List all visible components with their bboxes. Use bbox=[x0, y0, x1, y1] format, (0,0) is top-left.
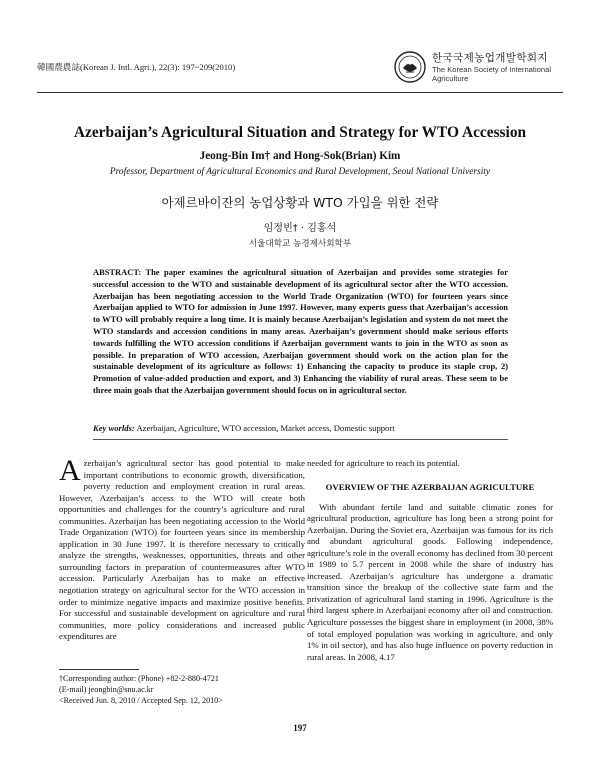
intro-text: zerbaijan’s agricultural sector has good potential to make important contributions to economic growth, diversification, poverty reduction and employment creation in rural areas. However, Azerbaijan’s access to the WTO will create both opportunities and challenges for the country’s agriculture and rural communities. Azerbaijan has been negotiating accession to the World Trade Organization (WTO) for fourteen years since its membership application in 30 June 1997. It is therefore necessary to critically analyze the strengths, weaknesses, opportunities, threats and other surrounding factors in preparation of countermeasures after WTO accession. Particularly Azerbaijan has to make an effective negotiation strategy on agricultural sector for the WTO accession in order to minimize negative impacts and maximize positive benefits. For successful and sustainable development on agriculture and rural communities, more policy considerations and increased public expenditures are bbox=[59, 458, 305, 642]
right-column bbox=[307, 458, 553, 663]
footnote-corresponding: †Corresponding author: (Phone) +82-2-880-4721 bbox=[59, 674, 219, 683]
intro-paragraph bbox=[59, 454, 305, 643]
keywords-list: Azerbaijan, Agriculture, WTO accession, Market access, Domestic support bbox=[136, 423, 395, 433]
footnote-received: <Received Jun. 8, 2010 / Accepted Sep. 12, 2010> bbox=[59, 696, 223, 705]
overview-paragraph: With abundant fertile land and suitable climatic zones for agricultural production, agriculture has long been a strong point for Azerbaijan. During the Soviet era, Azerbaijan was famous for its rich and abundant agricultural goods. Following independence, agriculture’s role in the overall economy has declined from 30 percent in 1989 to 5.7 percent in 2008 while the share of industry has increased. Azerbaijan’s agriculture has undergone a dramatic transition since the breakup of the collective state farm and the privatization of agricultural land starting in 1996. Agriculture is the third largest sphere in Azerbaijani economy after oil and construction. Agriculture possesses the biggest share in employment (in 2008, 38% of total employed population was working in agriculture, and only 1% in oil sector), and has also huge influence on poverty reduction in rural areas. In 2008, 4.17 bbox=[307, 501, 553, 662]
footnote bbox=[59, 673, 223, 706]
page-number: 197 bbox=[293, 723, 307, 733]
paper-authors-korean: 임정빈† · 김홍석 bbox=[263, 223, 337, 234]
section-heading: OVERVIEW OF THE AZERBAIJAN AGRICULTURE bbox=[325, 481, 535, 492]
keywords-label: Key worlds: bbox=[93, 423, 135, 433]
keywords-line bbox=[93, 423, 508, 433]
society-name-english: The Korean Society of International Agriculture bbox=[432, 64, 552, 83]
journal-reference: 韓國農農誌(Korean J. Intl. Agri.), 22(3): 197~209(2010) bbox=[37, 62, 236, 72]
abstract-text: ABSTRACT: The paper examines the agricultural situation of Azerbaijan and provides some strategies for successful accession to the WTO and sustainable development of its agricultural sector after the WTO accession. Azerbaijan has been negotiating accession to the World Trade Organization (WTO) for fourteen years since Azerbaijan applied to WTO for admission in June 1997. However, many experts guess that Azerbaijan’s accession to WTO will probably require a long time. It is mainly because Azerbaijan’s legislation and system do not meet the WTO standards and accession conditions in many areas. Azerbaijan’s government should make serious efforts towards fulfilling the WTO accession conditions if Azerbaijan government wants to join in the WTO as soon as possible. In preparation of WTO accession, Azerbaijan government should work on the action plan for the sustainable development of its agriculture as follows: 1) Enhancing the capacity to produce its staple crop, 2) Promotion of value-added production and export, and 3) Enhancing the viability of rural areas. These seem to be three main goals that the Azerbaijan government should focus on in agricultural sector. bbox=[93, 267, 508, 395]
abstract-rule bbox=[93, 439, 508, 440]
footnote-email: (E-mail) jeongbin@snu.ac.kr bbox=[59, 685, 154, 694]
header-rule bbox=[37, 92, 563, 93]
paper-title: Azerbaijan’s Agricultural Situation and Strategy for WTO Accession bbox=[73, 124, 527, 141]
paper-title-korean: 아제르바이잔의 농업상황과 WTO 가입을 위한 전략 bbox=[161, 195, 439, 210]
paper-affiliation-korean: 서울대학교 농경제사회학부 bbox=[248, 239, 352, 249]
society-name-block bbox=[432, 52, 562, 83]
society-name-korean: 한국국제농업개발학회지 bbox=[432, 52, 548, 64]
left-column bbox=[59, 454, 305, 643]
drop-cap: A bbox=[59, 454, 81, 487]
paper-affiliation: Professor, Department of Agricultural Economics and Rural Development, Seoul National University bbox=[109, 167, 491, 177]
paper-authors: Jeong-Bin Im† and Hong-Sok(Brian) Kim bbox=[199, 150, 401, 162]
intro-continuation: needed for agriculture to reach its potential. bbox=[307, 458, 460, 468]
society-logo-icon bbox=[394, 51, 426, 83]
footnote-rule bbox=[59, 669, 139, 670]
